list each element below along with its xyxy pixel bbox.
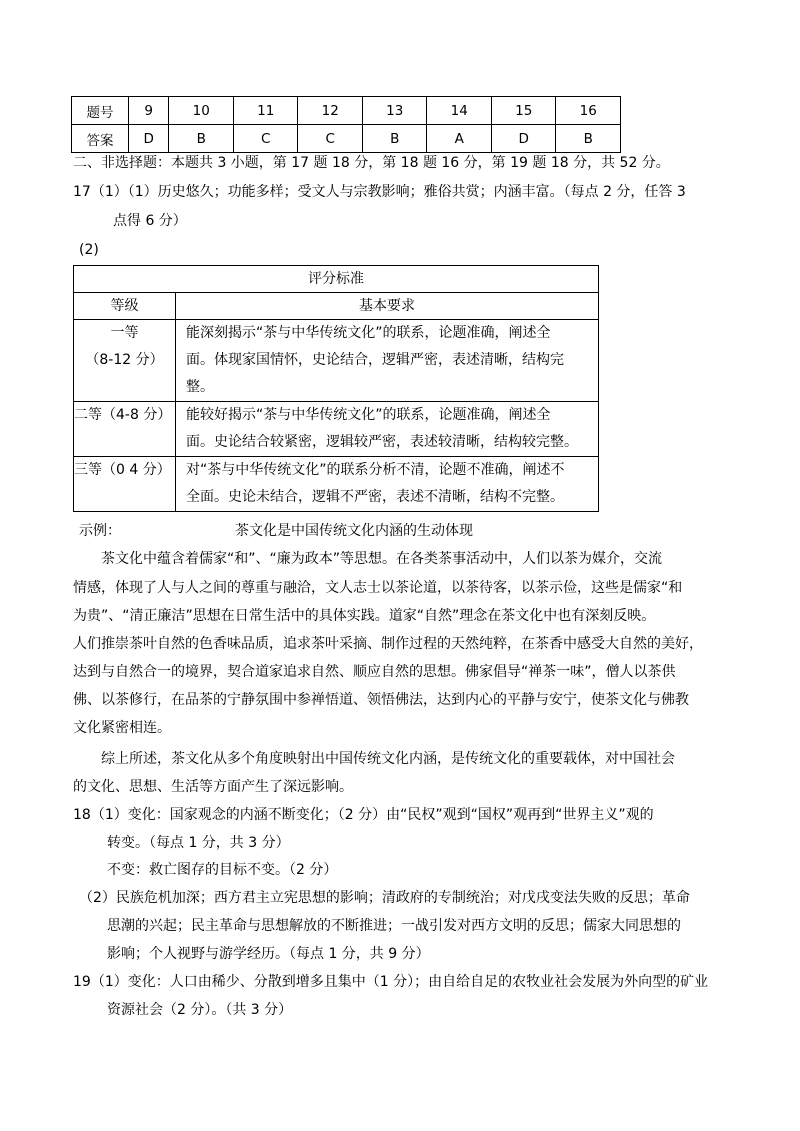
requirement-line: 对“茶与中华传统文化”的联系分析不清，论题不准确，阐述不 [186, 462, 565, 478]
q19-line: 19（1）变化：人口由稀少、分散到增多且集中（1 分）；由自给自足的农牧业社会发展为外向型的矿业 [73, 974, 709, 990]
answer-cell: B [169, 125, 234, 153]
grading-title: 评分标准 [74, 266, 599, 293]
requirement-line: 面。史论结合较紧密，逻辑较严密，表述较清晰，结构较完整。 [186, 434, 578, 450]
q18-line: 思潮的兴起；民主革命与思想解放的不断推进；一战引发对西方文明的反思；儒家大同思想的 [107, 918, 681, 934]
question-number: 9 [129, 97, 169, 125]
example-label: 示例： [79, 523, 121, 539]
answer-cell: B [556, 125, 621, 153]
q18-line: 影响；个人视野与游学经历。（每点 1 分，共 9 分） [107, 946, 430, 962]
question-number: 15 [491, 97, 556, 125]
example-para1-line: 人们推崇茶叶自然的色香味品质，追求茶叶采摘、制作过程的天然纯粹，在茶香中感受大自然的美好， [73, 636, 703, 652]
question-number: 11 [233, 97, 298, 125]
requirement-line: 能较好揭示“茶与中华传统文化”的联系，论题准确，阐述全 [186, 407, 551, 423]
table-row [72, 97, 621, 125]
requirement-line: 面。体现家国情怀，史论结合，逻辑严密，表述清晰，结构完 [186, 352, 564, 368]
requirement-line: 整。 [186, 379, 214, 395]
table-row [74, 266, 599, 293]
q18-line: 转变。（每点 1 分，共 3 分） [107, 835, 290, 851]
requirement-cell [176, 320, 599, 402]
example-para1-line: 佛、以茶修行，在品茶的宁静氛围中参禅悟道、领悟佛法，达到内心的平静与安宁，使茶文化与佛教 [73, 692, 689, 708]
example-para2-line: 的文化、思想、生活等方面产生了深远影响。 [73, 779, 353, 795]
example-title: 茶文化是中国传统文化内涵的生动体现 [235, 523, 473, 539]
answer-cell: A [427, 125, 492, 153]
answer-cell: D [129, 125, 169, 153]
table-row [74, 293, 599, 320]
example-para1-line: 情感，体现了人与人之间的尊重与融洽，文人志士以茶论道，以茶待客，以茶示俭，这些是儒家“和 [73, 580, 683, 596]
table-row [72, 125, 621, 153]
table-row [74, 457, 599, 512]
question-number: 10 [169, 97, 234, 125]
example-para1-line: 文化紧密相连。 [73, 720, 171, 736]
level-label: 二等（4-8 分） [74, 407, 172, 423]
level-cell [74, 457, 176, 512]
example-para1-line: 达到与自然合一的境界，契合道家追求自然、顺应自然的思想。佛家倡导“禅茶一味”，僧人以茶供 [73, 664, 676, 680]
requirement-line: 全面。史论未结合，逻辑不严密，表述不清晰，结构不完整。 [186, 489, 564, 505]
answer-cell: D [491, 125, 556, 153]
q18-line: 18（1）变化：国家观念的内涵不断变化；（2 分）由“民权”观到“国权”观再到“世界主义”观的 [73, 807, 654, 823]
requirement-cell [176, 457, 599, 512]
question-number: 16 [556, 97, 621, 125]
level-range: （8-12 分） [85, 352, 164, 368]
answer-table [71, 96, 621, 153]
row-label-answer: 答案 [72, 125, 129, 153]
requirement-line: 能深刻揭示“茶与中华传统文化”的联系，论题准确，阐述全 [186, 325, 551, 341]
question-number: 13 [362, 97, 427, 125]
table-row [74, 320, 599, 402]
table-row [74, 402, 599, 457]
grading-table [73, 265, 599, 512]
example-para1-line: 茶文化中蕴含着儒家“和”、“廉为政本”等思想。在各类茶事活动中，人们以茶为媒介，交流 [101, 551, 663, 567]
example-para2-line: 综上所述，茶文化从多个角度映射出中国传统文化内涵，是传统文化的重要载体，对中国社会 [101, 751, 675, 767]
question-number: 14 [427, 97, 492, 125]
q17-part1-line2: 点得 6 分） [113, 213, 187, 229]
example-para1-line: 为贵”、“清正廉洁”思想在日常生活中的具体实践。道家“自然”理念在茶文化中也有深刻反映。 [73, 608, 656, 624]
column-header-level: 等级 [74, 293, 176, 320]
level-cell [74, 402, 176, 457]
q17-part2-label: (2) [79, 242, 99, 258]
level-label: 一等 [110, 325, 139, 341]
level-cell [74, 320, 176, 402]
level-label: 三等（0 4 分） [74, 462, 171, 478]
answer-cell: C [233, 125, 298, 153]
q18-line: 不变：救亡图存的目标不变。（2 分） [107, 862, 338, 878]
q18-line: （2）民族危机加深；西方君主立宪思想的影响；清政府的专制统治；对戊戌变法失败的反思；革命 [79, 890, 690, 906]
question-number: 12 [298, 97, 363, 125]
section2-heading: 二、非选择题：本题共 3 小题，第 17 题 18 分，第 18 题 16 分，第 19 题 18 分，共 52 分。 [73, 155, 670, 171]
column-header-requirement: 基本要求 [176, 293, 599, 320]
q17-part1-line1: 17（1）（1）历史悠久；功能多样；受文人与宗教影响；雅俗共赏；内涵丰富。（每点 2 分，任答 3 [73, 184, 686, 200]
answer-cell: C [298, 125, 363, 153]
answer-cell: B [362, 125, 427, 153]
requirement-cell [176, 402, 599, 457]
row-label-number: 题号 [72, 97, 129, 125]
q19-line: 资源社会（2 分）。（共 3 分） [107, 1002, 293, 1018]
